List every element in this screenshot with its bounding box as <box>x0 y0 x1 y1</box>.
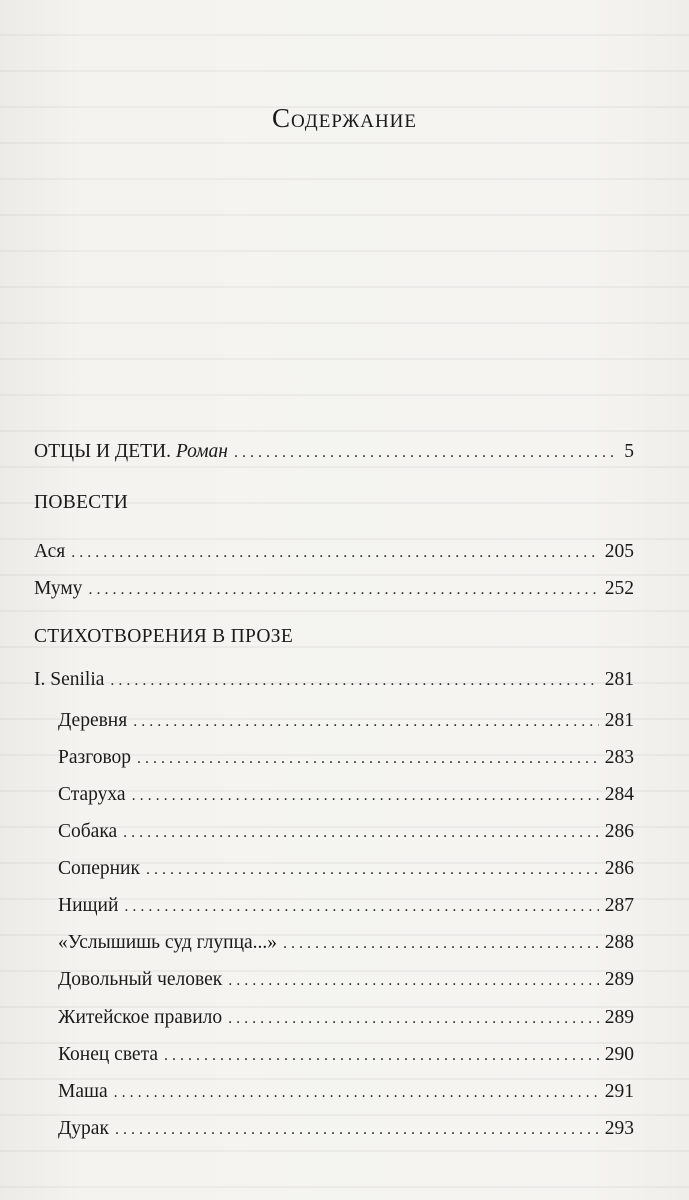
toc-entry-label: Житейское правило <box>58 1007 223 1028</box>
toc-page-number: 286 <box>604 858 634 879</box>
leader-dots <box>146 854 599 885</box>
toc-page-number: 288 <box>604 932 634 953</box>
toc-page-number: 290 <box>604 1044 634 1065</box>
toc-page-number: 284 <box>604 784 634 805</box>
toc-entry <box>58 965 634 995</box>
toc-entry-label: Разговор <box>58 747 132 768</box>
toc-entry-label: Довольный человек <box>58 969 223 990</box>
toc-entry-label: Старуха <box>58 784 126 805</box>
toc-page-number: 252 <box>604 578 634 599</box>
toc-entry-label: I. Senilia <box>34 669 105 690</box>
toc-page-number: 281 <box>604 669 634 690</box>
toc-page-number: 293 <box>604 1118 634 1139</box>
toc-page-number: 287 <box>604 895 634 916</box>
toc-page-number: 5 <box>624 441 634 462</box>
toc-entry-label: Дурак <box>58 1118 109 1139</box>
toc-entry <box>58 854 634 884</box>
section-heading-poems: СТИХОТВОРЕНИЯ В ПРОЗЕ <box>34 626 294 647</box>
toc-entry <box>58 1114 634 1144</box>
toc-page-number: 205 <box>604 541 634 562</box>
leader-dots <box>228 1003 599 1034</box>
toc-entry-label: Соперник <box>58 858 140 879</box>
toc-entry-part <box>34 665 634 695</box>
leader-dots <box>137 743 599 774</box>
leader-dots <box>110 665 598 696</box>
leader-dots <box>71 537 599 568</box>
leader-dots <box>88 574 598 605</box>
toc-entry-label: Муму <box>34 578 83 599</box>
toc-entry <box>58 1003 634 1033</box>
toc-entry <box>58 928 634 958</box>
toc-page-number: 291 <box>604 1081 634 1102</box>
toc-entry <box>58 1040 634 1070</box>
leader-dots <box>114 1077 599 1108</box>
toc-page-number: 289 <box>604 1007 634 1028</box>
toc-entry <box>58 780 634 810</box>
leader-dots <box>124 891 598 922</box>
toc-entry-label: Нищий <box>58 895 119 916</box>
toc-entry <box>34 537 634 567</box>
leader-dots <box>123 817 599 848</box>
toc-page-number: 286 <box>604 821 634 842</box>
toc-entry <box>58 891 634 921</box>
novel-title: ОТЦЫ И ДЕТИ. <box>34 441 171 462</box>
toc-page-number: 289 <box>604 969 634 990</box>
section-heading-povesti: ПОВЕСТИ <box>34 492 129 513</box>
novel-genre: Роман <box>175 441 228 462</box>
toc-entry-label: Маша <box>58 1081 108 1102</box>
toc-page-number: 281 <box>604 710 634 731</box>
toc-entry-label: Конец света <box>58 1044 159 1065</box>
toc-entry <box>58 743 634 773</box>
toc-entry-label: Деревня <box>58 710 128 731</box>
toc-entry-label: Ася <box>34 541 66 562</box>
toc-entry-label: «Услышишь суд глупца...» <box>58 932 278 953</box>
leader-dots <box>164 1040 599 1071</box>
toc-entry-label <box>34 437 228 467</box>
leader-dots <box>228 965 598 996</box>
toc-entry <box>58 706 634 736</box>
toc-entry <box>34 574 634 604</box>
leader-dots <box>283 928 599 959</box>
toc-entry-novel <box>34 437 634 467</box>
leader-dots <box>132 780 599 811</box>
leader-dots <box>234 437 618 468</box>
leader-dots <box>133 706 599 737</box>
toc-entry-label: Собака <box>58 821 118 842</box>
leader-dots <box>115 1114 599 1145</box>
toc-entry <box>58 817 634 847</box>
page-title: Содержание <box>271 103 418 133</box>
toc-page-number: 283 <box>604 747 634 768</box>
toc-entry <box>58 1077 634 1107</box>
